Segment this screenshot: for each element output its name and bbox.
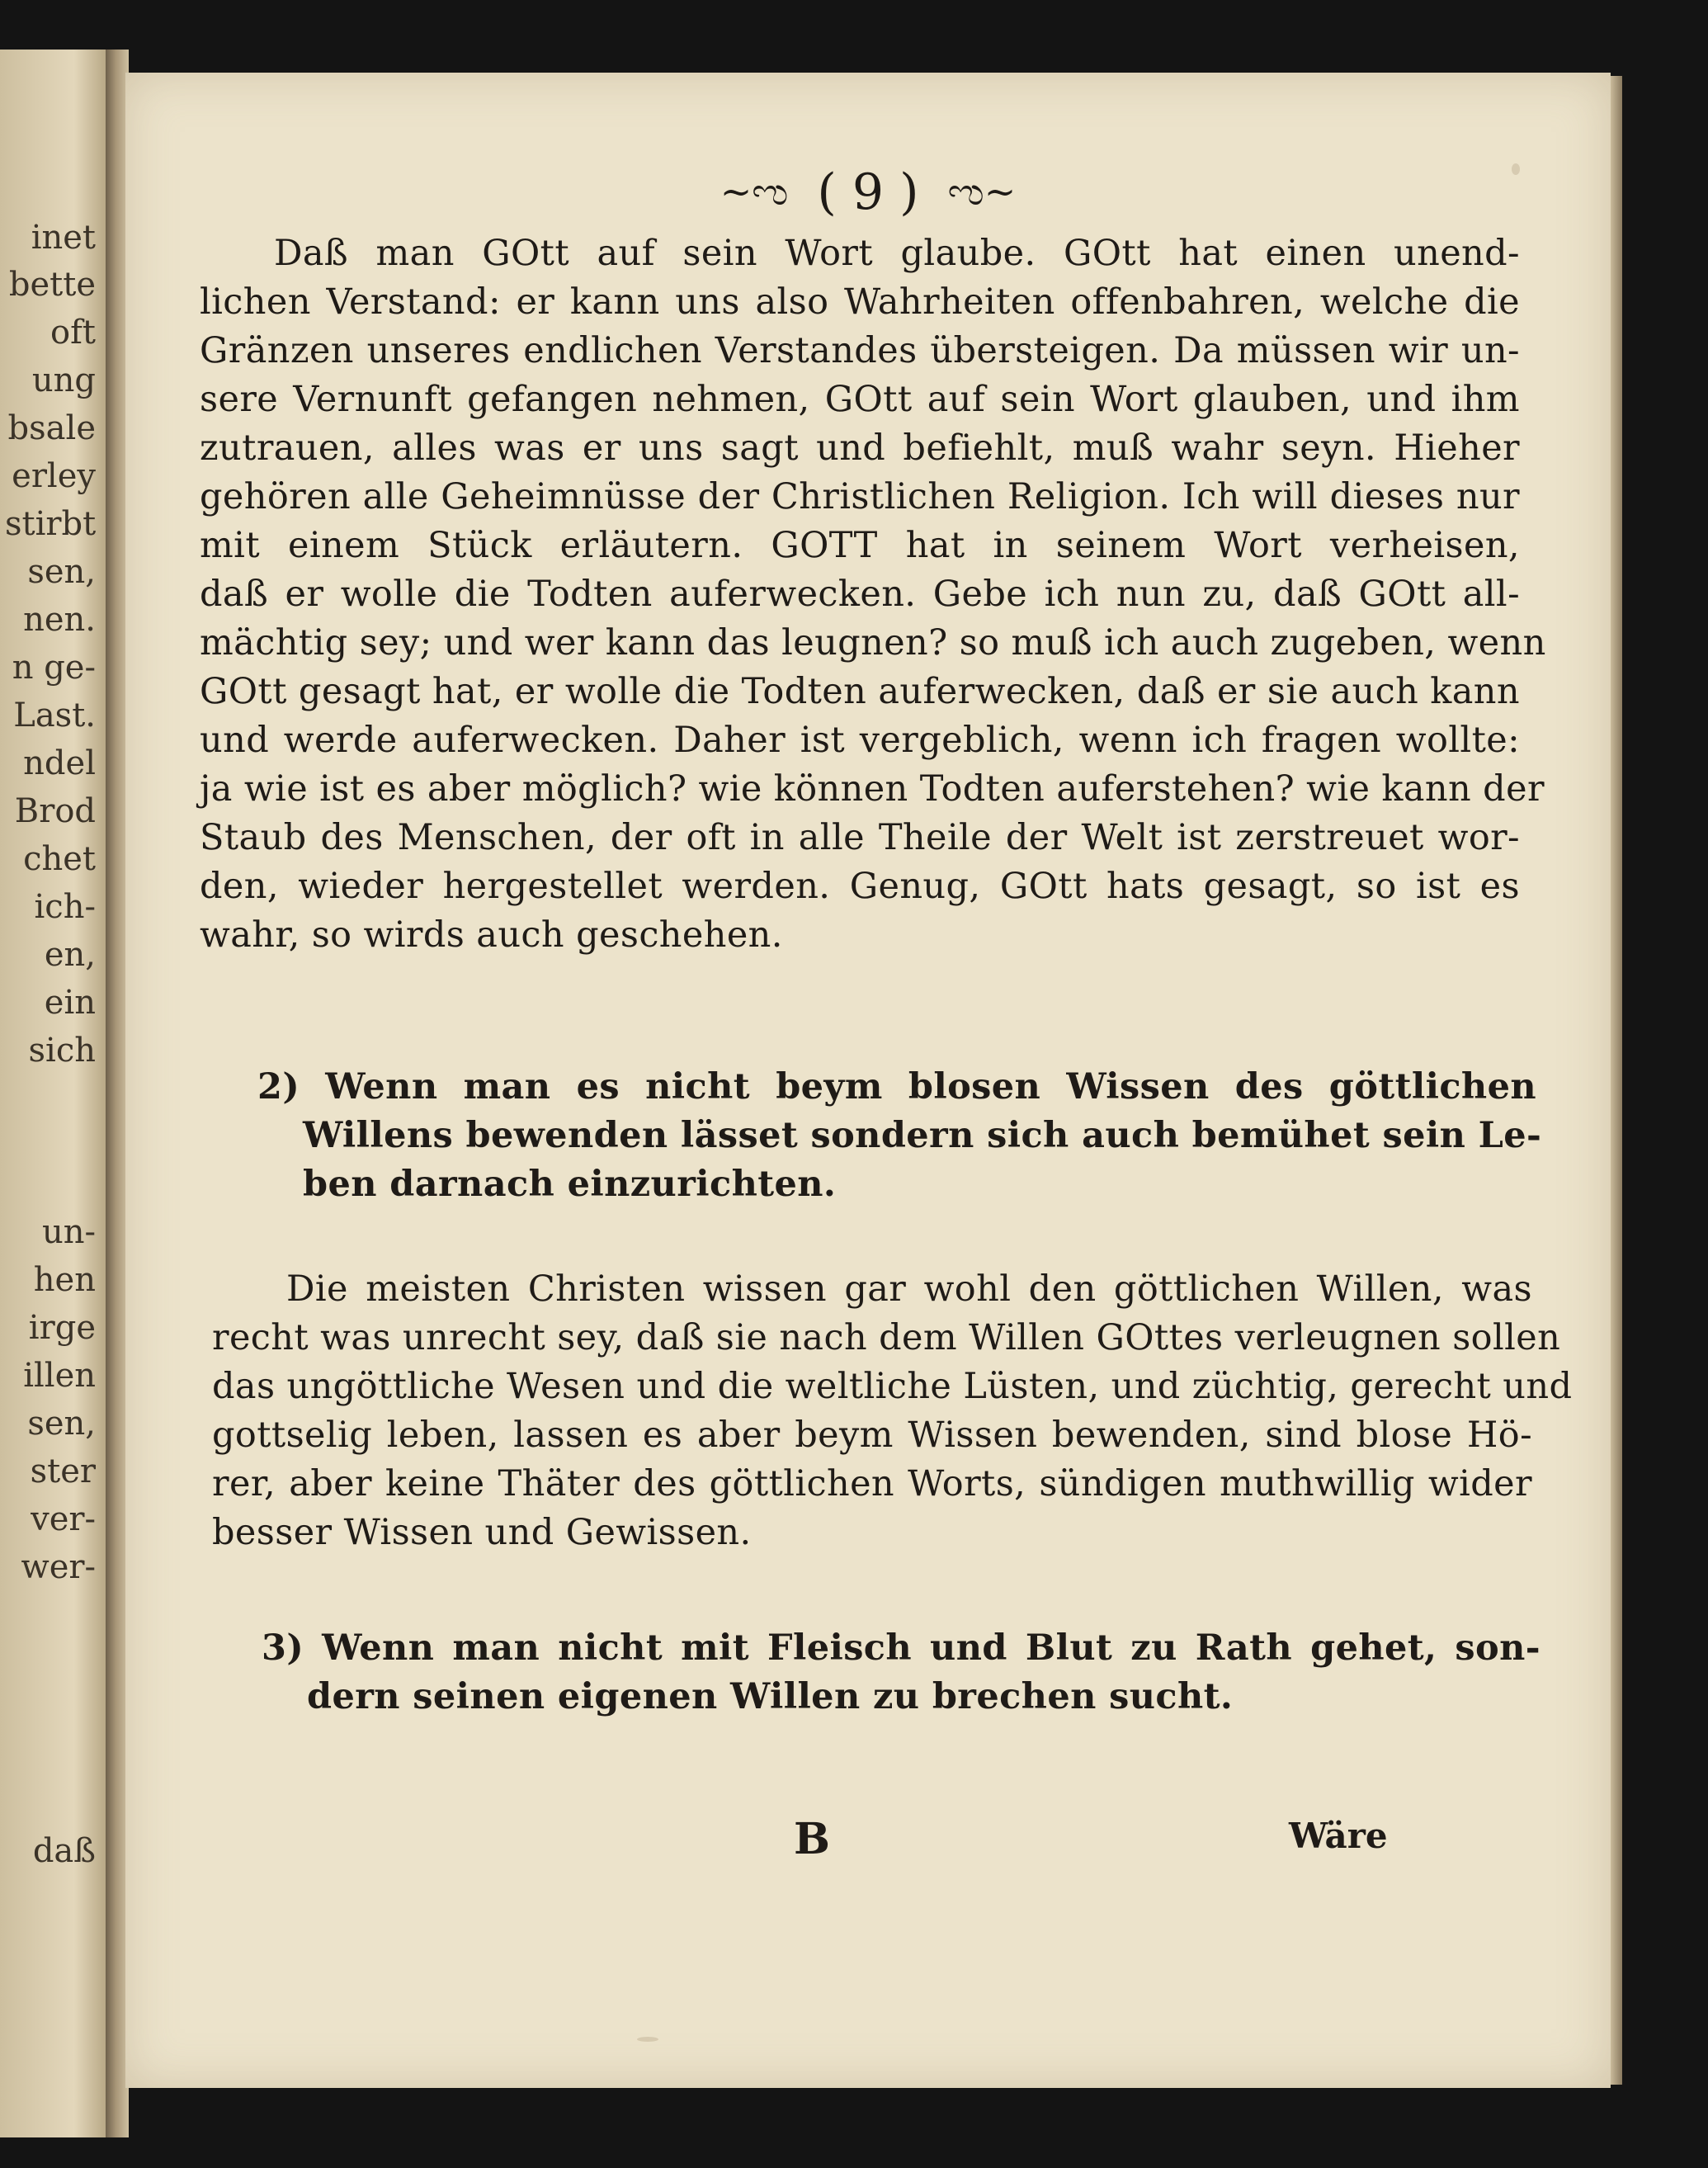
left-fragment: stirbt [5,505,96,543]
left-fragment: chet [23,840,96,878]
left-fragment: nen. [23,601,96,639]
text-line: mächtig sey; und wer kann das leugnen? so muß ich auch zugeben, wenn [200,622,1546,664]
text-line: mit einem Stück erläutern. GOTT hat in seinem Wort verheisen, [200,525,1520,566]
text-line: Willens bewenden lässet sondern sich auch bemühet sein Le- [303,1115,1542,1156]
left-fragment: ver- [31,1500,96,1538]
left-fragment: ein [44,984,96,1022]
text-line: zutrauen, alles was er uns sagt und befiehlt, muß wahr seyn. Hieher [200,427,1520,469]
text-line: und werde auferwecken. Daher ist vergeblich, wenn ich fragen wollte: [200,720,1520,761]
left-fragment: inet [31,219,96,257]
left-fragment: bsale [7,409,96,447]
text-line: daß er wolle die Todten auferwecken. Gebe ich nun zu, daß GOtt all- [200,574,1520,615]
left-fragment: un- [41,1213,96,1251]
text-line: Staub des Menschen, der oft in alle Theile der Welt ist zerstreuet wor- [200,817,1520,858]
catchword: Wäre [1289,1816,1388,1856]
left-fragment: Brod [14,792,96,830]
text-line: dern seinen eigenen Willen zu brechen sucht. [307,1676,1234,1717]
left-fragment: daß [32,1832,96,1870]
left-fragment: hen [33,1261,96,1299]
text-line: Daß man GOtt auf sein Wort glaube. GOtt hat einen unend- [274,233,1520,274]
left-facing-page [0,50,106,2137]
left-fragment: wer- [21,1548,96,1586]
left-fragment: oft [50,314,96,352]
page-number: ( 9 ) [817,163,919,221]
text-line: ben darnach einzurichten. [303,1164,837,1205]
ornament-left-icon: ~ಌ [720,169,789,214]
left-fragment: sich [28,1032,96,1070]
text-line: sere Vernunft gefangen nehmen, GOtt auf sein Wort glauben, und ihm [200,379,1520,420]
book-page [125,73,1611,2088]
numbered-item-3 [262,1624,1541,1722]
numbered-item-2 [257,1063,1542,1209]
text-line: gottselig leben, lassen es aber beym Wissen bewenden, sind blose Hö- [212,1415,1532,1456]
text-line: das ungöttliche Wesen und die weltliche Lüsten, und züchtig, gerecht und [212,1366,1573,1407]
left-fragment: en, [44,936,96,974]
left-fragment: ich- [34,888,96,926]
left-fragment: illen [23,1357,96,1395]
left-fragment: ster [30,1452,96,1490]
text-line: besser Wissen und Gewissen. [212,1512,752,1553]
text-line: wahr, so wirds auch geschehen. [200,914,783,956]
text-line: 3) Wenn man nicht mit Fleisch und Blut zu Rath gehet, son- [262,1627,1541,1669]
text-line: rer, aber keine Thäter des göttlichen Worts, sündigen muthwillig wider [212,1463,1532,1504]
paragraph-1 [200,229,1546,960]
signature-mark: B [794,1814,830,1864]
ornament-right-icon: ಌ~ [947,169,1017,214]
paper-stain [637,2037,658,2042]
left-fragment: sen, [27,553,96,591]
left-fragment: n ge- [12,649,96,687]
left-fragment: erley [12,457,96,495]
page-header [125,163,1611,221]
text-line: gehören alle Geheimnüsse der Christlichen Religion. Ich will dieses nur [200,476,1520,517]
text-line: recht was unrecht sey, daß sie nach dem Willen GOttes verleugnen sollen [212,1317,1561,1358]
text-line: ja wie ist es aber möglich? wie können Todten auferstehen? wie kann der [200,768,1545,810]
left-fragment: ung [31,361,96,399]
page-edge [1611,76,1622,2085]
text-line: 2) Wenn man es nicht beym blosen Wissen des göttlichen [257,1066,1536,1108]
text-line: Die meisten Christen wissen gar wohl den göttlichen Willen, was [286,1268,1532,1310]
left-fragment: sen, [27,1405,96,1443]
text-line: GOtt gesagt hat, er wolle die Todten auferwecken, daß er sie auch kann [200,671,1520,712]
left-fragment: irge [28,1309,96,1347]
text-line: den, wieder hergestellet werden. Genug, GOtt hats gesagt, so ist es [200,866,1520,907]
paragraph-2 [212,1265,1573,1557]
left-fragment: Last. [13,697,96,734]
text-line: Gränzen unseres endlichen Verstandes übersteigen. Da müssen wir un- [200,330,1520,371]
left-fragment: bette [8,266,96,304]
text-line: lichen Verstand: er kann uns also Wahrheiten offenbahren, welche die [200,281,1520,323]
left-fragment: ndel [23,744,96,782]
